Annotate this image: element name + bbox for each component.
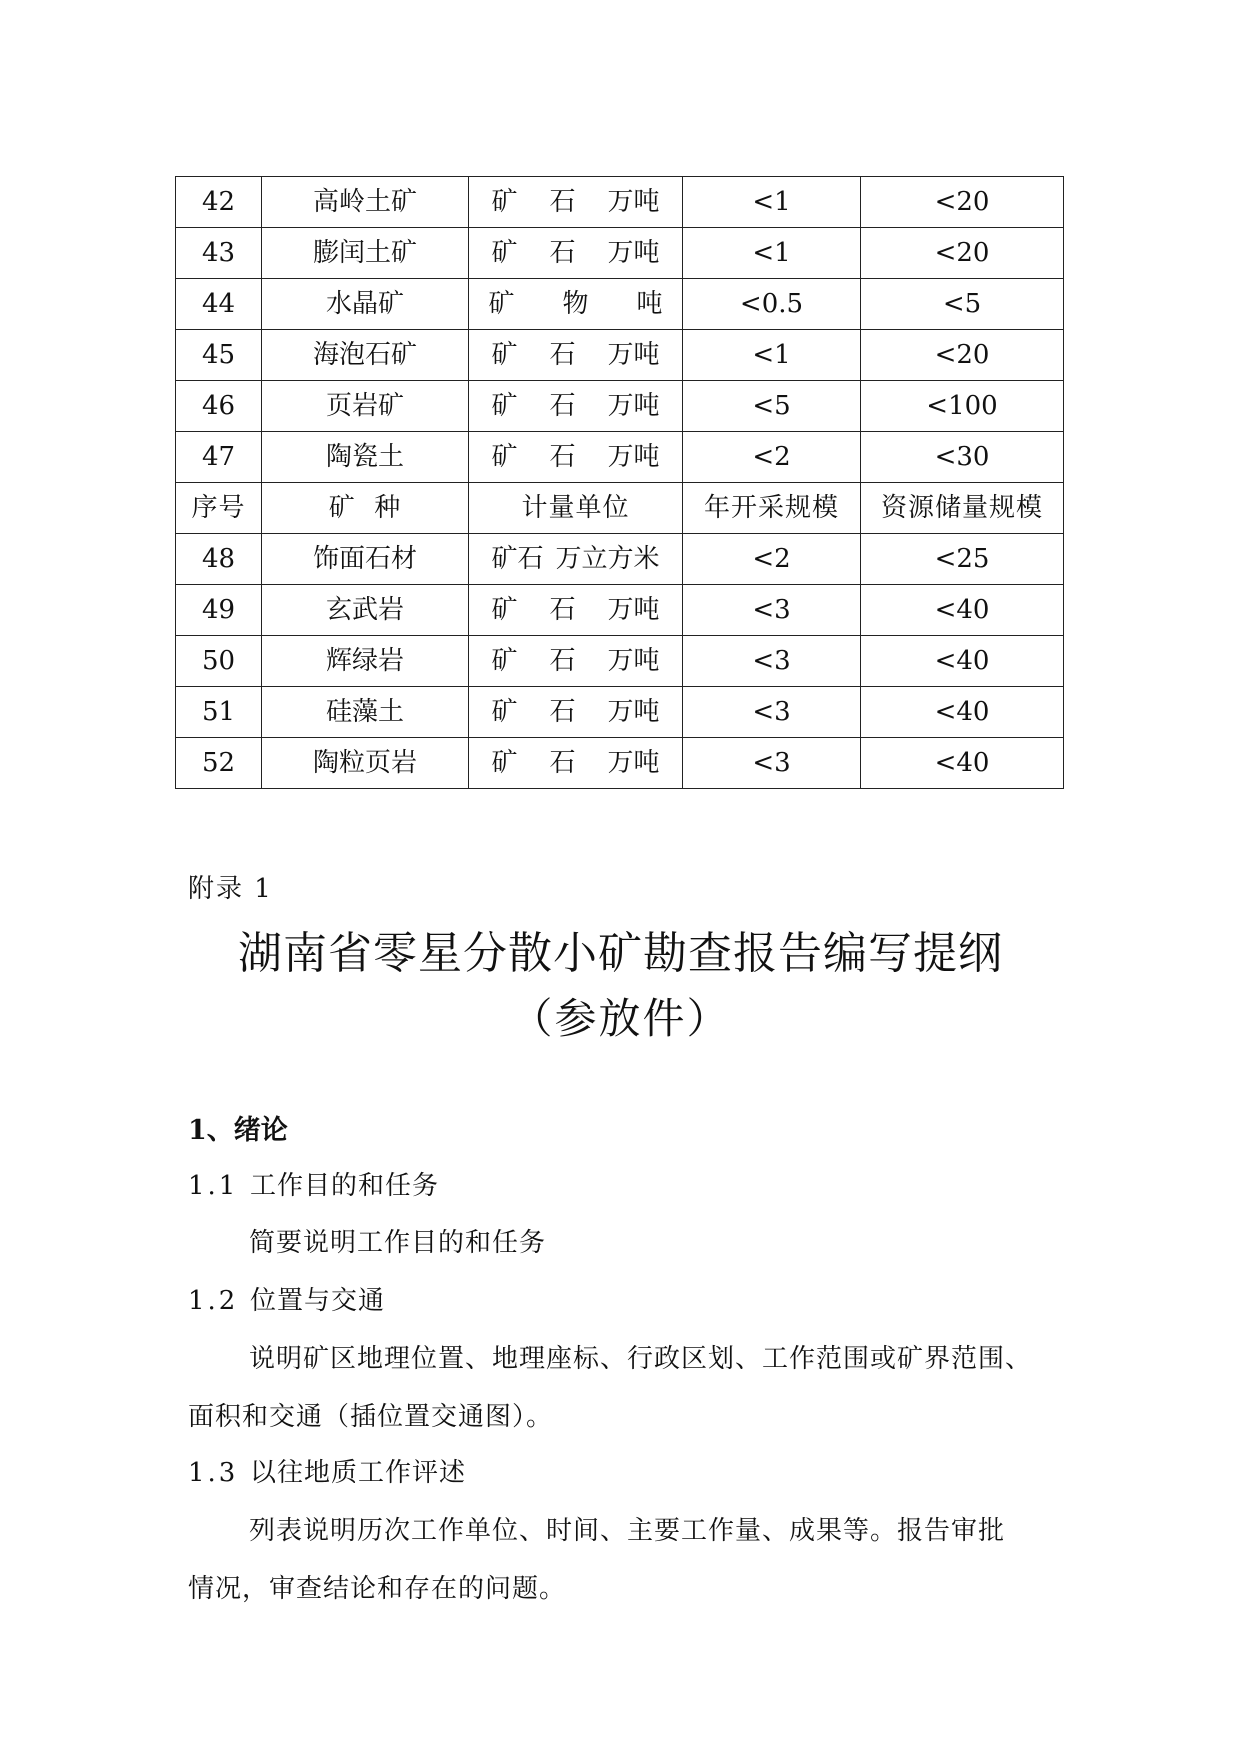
- cell-reserve-scale: <20: [861, 228, 1064, 279]
- cell-serial-number: 42: [176, 177, 262, 228]
- unit-part: 万立方米: [555, 544, 660, 574]
- cell-mineral-type: 页岩矿: [262, 381, 469, 432]
- cell-unit: [469, 381, 683, 432]
- cell-mineral-type: 硅藻土: [262, 687, 469, 738]
- cell-unit: [469, 534, 683, 585]
- unit-part: 万吨: [607, 595, 660, 625]
- cell-unit: [469, 738, 683, 789]
- unit-part: 万吨: [607, 340, 660, 370]
- cell-serial-number: 48: [176, 534, 262, 585]
- unit-part: 矿: [491, 391, 518, 421]
- cell-mineral-type: 辉绿岩: [262, 636, 469, 687]
- subsection-1-2: [188, 1280, 385, 1317]
- unit-part: 石: [549, 595, 576, 625]
- table-row: [176, 177, 1064, 228]
- cell-annual-mining-scale: <3: [683, 687, 861, 738]
- unit-part: 矿: [491, 697, 518, 727]
- unit-part: 矿: [491, 187, 518, 217]
- cell-serial-number: 49: [176, 585, 262, 636]
- cell-mineral-type: 玄武岩: [262, 585, 469, 636]
- header-unit: 计量单位: [469, 483, 683, 534]
- cell-reserve-scale: <5: [861, 279, 1064, 330]
- table-header-row-group: [176, 483, 1064, 534]
- cell-unit: [469, 432, 683, 483]
- subsection-title: 以往地质工作评述: [250, 1458, 467, 1488]
- cell-annual-mining-scale: <0.5: [683, 279, 861, 330]
- cell-serial-number: 50: [176, 636, 262, 687]
- table-row: [176, 585, 1064, 636]
- cell-serial-number: 47: [176, 432, 262, 483]
- cell-annual-mining-scale: <5: [683, 381, 861, 432]
- table-row: [176, 381, 1064, 432]
- cell-annual-mining-scale: <3: [683, 636, 861, 687]
- subsection-number: 1.3: [188, 1458, 239, 1488]
- unit-part: 物: [562, 289, 589, 319]
- subsection-1-3: [188, 1452, 466, 1489]
- cell-unit: [469, 585, 683, 636]
- subsection-1-1-body: 简要说明工作目的和任务: [249, 1228, 547, 1258]
- table-row: [176, 687, 1064, 738]
- header-mineral-type: 矿 种: [262, 483, 469, 534]
- table-row: [176, 738, 1064, 789]
- table-row: [176, 636, 1064, 687]
- table-row: [176, 432, 1064, 483]
- unit-part: 矿: [491, 748, 518, 778]
- unit-part: 石: [549, 340, 576, 370]
- unit-part: 矿: [491, 340, 518, 370]
- unit-part: 矿石: [491, 544, 544, 574]
- cell-serial-number: 43: [176, 228, 262, 279]
- subsection-1-2-body-line2: 面积和交通（插位置交通图）。: [188, 1402, 554, 1432]
- unit-parts: [469, 546, 682, 572]
- unit-part: 矿: [491, 238, 518, 268]
- unit-part: 吨: [636, 289, 663, 319]
- cell-reserve-scale: <40: [861, 636, 1064, 687]
- unit-part: 石: [549, 748, 576, 778]
- table-row: [176, 279, 1064, 330]
- unit-part: 石: [549, 187, 576, 217]
- unit-part: 石: [549, 442, 576, 472]
- cell-reserve-scale: <40: [861, 738, 1064, 789]
- unit-part: 石: [549, 697, 576, 727]
- cell-serial-number: 46: [176, 381, 262, 432]
- unit-part: 矿: [491, 595, 518, 625]
- cell-reserve-scale: <40: [861, 687, 1064, 738]
- unit-part: 矿: [491, 646, 518, 676]
- subsection-title: 工作目的和任务: [250, 1171, 440, 1201]
- subsection-title: 位置与交通: [250, 1286, 386, 1316]
- unit-part: 矿: [488, 289, 515, 319]
- cell-unit: [469, 279, 683, 330]
- unit-part: 万吨: [607, 187, 660, 217]
- cell-reserve-scale: <20: [861, 330, 1064, 381]
- unit-part: 万吨: [607, 697, 660, 727]
- subsection-1-2-body-line1: 说明矿区地理位置、地理座标、行政区划、工作范围或矿界范围、: [249, 1344, 1033, 1374]
- unit-parts: [469, 699, 682, 725]
- unit-part: 万吨: [607, 442, 660, 472]
- unit-part: 石: [549, 238, 576, 268]
- unit-parts: [469, 648, 682, 674]
- cell-unit: [469, 636, 683, 687]
- document-subtitle: （参放件）: [510, 994, 731, 1043]
- cell-mineral-type: 海泡石矿: [262, 330, 469, 381]
- cell-annual-mining-scale: <2: [683, 432, 861, 483]
- cell-annual-mining-scale: <3: [683, 738, 861, 789]
- table-body-top: [176, 177, 1064, 483]
- header-reserve-scale: 资源储量规模: [861, 483, 1064, 534]
- unit-parts: [469, 189, 682, 215]
- unit-parts: [469, 597, 682, 623]
- cell-reserve-scale: <30: [861, 432, 1064, 483]
- cell-mineral-type: 膨闰土矿: [262, 228, 469, 279]
- appendix-label: 附录 1: [188, 874, 273, 904]
- cell-reserve-scale: <100: [861, 381, 1064, 432]
- header-annual-mining-scale: 年开采规模: [683, 483, 861, 534]
- cell-mineral-type: 陶瓷土: [262, 432, 469, 483]
- cell-reserve-scale: <40: [861, 585, 1064, 636]
- table-row: [176, 228, 1064, 279]
- cell-serial-number: 52: [176, 738, 262, 789]
- cell-mineral-type: 高岭土矿: [262, 177, 469, 228]
- cell-reserve-scale: <25: [861, 534, 1064, 585]
- unit-parts: [469, 444, 682, 470]
- cell-mineral-type: 水晶矿: [262, 279, 469, 330]
- header-serial-number: 序号: [176, 483, 262, 534]
- unit-part: 石: [549, 646, 576, 676]
- cell-unit: [469, 687, 683, 738]
- subsection-number: 1.1: [188, 1171, 239, 1201]
- cell-annual-mining-scale: <2: [683, 534, 861, 585]
- cell-unit: [469, 177, 683, 228]
- cell-annual-mining-scale: <3: [683, 585, 861, 636]
- cell-unit: [469, 228, 683, 279]
- unit-part: 石: [549, 391, 576, 421]
- table-header-row: [176, 483, 1064, 534]
- cell-annual-mining-scale: <1: [683, 228, 861, 279]
- cell-annual-mining-scale: <1: [683, 330, 861, 381]
- unit-parts: [469, 393, 682, 419]
- unit-part: 万吨: [607, 646, 660, 676]
- document-title: 湖南省零星分散小矿勘查报告编写提纲: [238, 928, 1003, 979]
- unit-part: 矿: [491, 442, 518, 472]
- subsection-1-3-body-line1: 列表说明历次工作单位、时间、主要工作量、成果等。报告审批: [249, 1516, 1006, 1546]
- cell-reserve-scale: <20: [861, 177, 1064, 228]
- cell-unit: [469, 330, 683, 381]
- section-heading-introduction: 1、绪论: [188, 1115, 288, 1146]
- unit-parts: [469, 342, 682, 368]
- cell-serial-number: 45: [176, 330, 262, 381]
- cell-annual-mining-scale: <1: [683, 177, 861, 228]
- unit-parts: [469, 240, 682, 266]
- unit-part: 万吨: [607, 391, 660, 421]
- unit-parts: [469, 291, 682, 317]
- table-body-bottom: [176, 534, 1064, 789]
- table-row: [176, 330, 1064, 381]
- subsection-1-3-body-line2: 情况，审查结论和存在的问题。: [188, 1574, 567, 1604]
- unit-part: 万吨: [607, 238, 660, 268]
- unit-part: 万吨: [607, 748, 660, 778]
- cell-mineral-type: 陶粒页岩: [262, 738, 469, 789]
- mineral-scale-table: [175, 176, 1064, 789]
- cell-mineral-type: 饰面石材: [262, 534, 469, 585]
- cell-serial-number: 51: [176, 687, 262, 738]
- cell-serial-number: 44: [176, 279, 262, 330]
- subsection-1-1: [188, 1165, 439, 1202]
- subsection-number: 1.2: [188, 1286, 239, 1316]
- table-row: [176, 534, 1064, 585]
- unit-parts: [469, 750, 682, 776]
